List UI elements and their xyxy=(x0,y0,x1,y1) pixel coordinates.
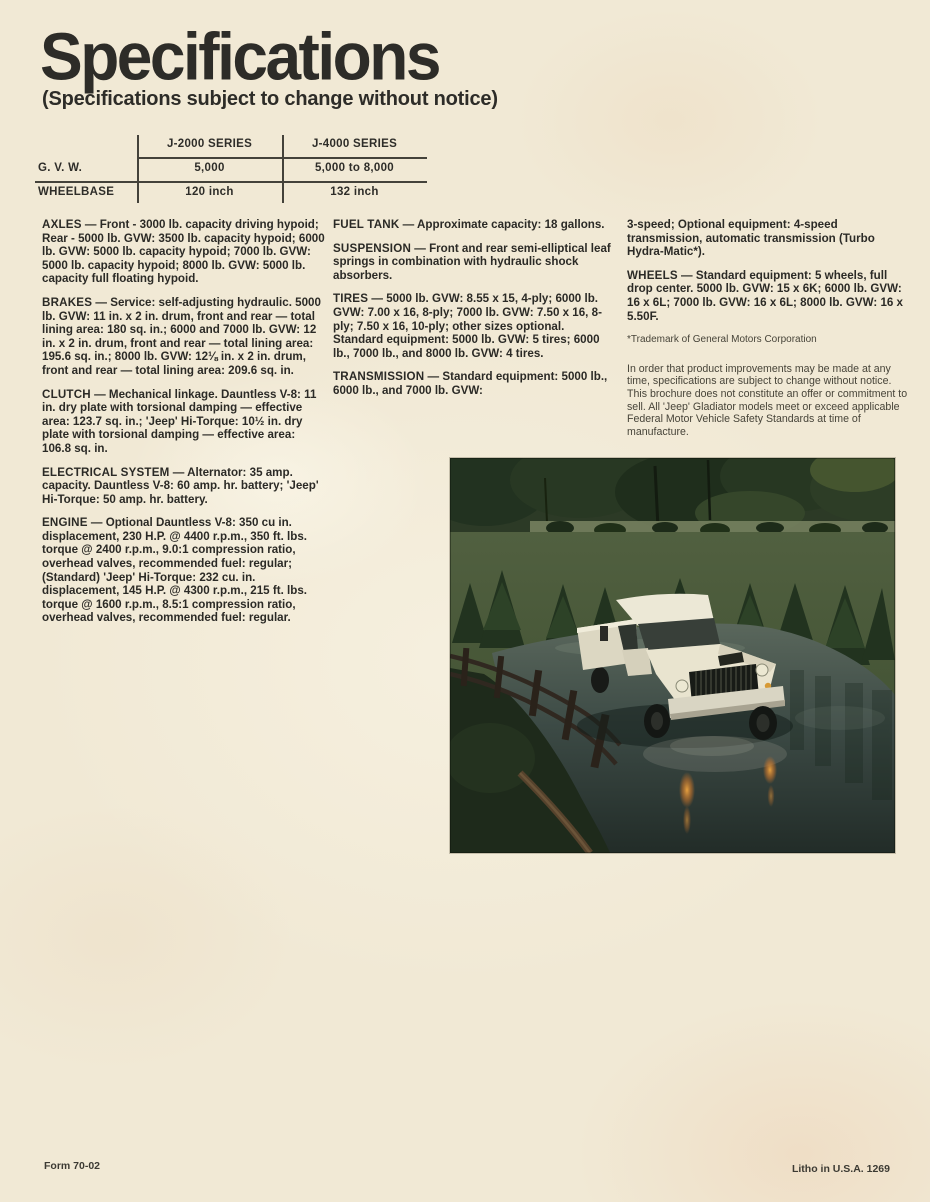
table-header-j2000: J-2000 SERIES xyxy=(166,138,253,150)
form-number: Form 70-02 xyxy=(44,1160,101,1172)
table-divider-horizontal-2 xyxy=(35,181,427,183)
spec-transmission-continued-body: 3-speed; Optional equipment: 4-speed transmission, automatic transmission (Turbo Hydra-Matic*). xyxy=(627,218,875,259)
spec-brakes-body: — Service: self-adjusting hydraulic. 5000 lb. GVW: 11 in. x 2 in. drum, front and rear — total lining area: 180 sq. in.; 6000 and 7000 lb. GVW: 12 in. x 2 in. drum, front and rear — total lining area: 195.6 sq. in.; 8000 lb. GVW: 12⅛ in. x 2 in. drum, front and rear — total lining area: 209.6 sq. in. xyxy=(42,295,321,377)
spec-tires-body: — 5000 lb. GVW: 8.55 x 15, 4-ply; 6000 lb. GVW: 7.00 x 16, 8-ply; 7000 lb. GVW: 7.50 x 16, 8-ply; 7.50 x 16, 10-ply; other sizes optional. Standard equipment: 5000 lb. GVW: 5 tires; 6000 lb., 7000 lb., and 8000 lb. GVW: 4 tires. xyxy=(333,292,602,360)
truck-hub-left xyxy=(651,712,663,730)
spec-brakes xyxy=(42,296,326,378)
spec-transmission-body: — Standard equipment: 5000 lb., 6000 lb., and 7000 lb. GVW: xyxy=(333,370,608,397)
spec-engine-heading: ENGINE xyxy=(42,516,88,530)
spec-axles-body: — Front - 3000 lb. capacity driving hypoid; Rear - 5000 lb. GVW: 3500 lb. capacity hypoid; 6000 lb. GVW: 5000 lb. capacity hypoid; 7000 lb. GVW: 5000 lb. capacity hypoid; 8000 lb. GVW: 5000 lb. capacity full floating hypoid. xyxy=(42,218,325,286)
table-divider-horizontal-1 xyxy=(137,157,427,159)
table-cell-wheelbase-j4000: 132 inch xyxy=(330,186,379,198)
spec-clutch-heading: CLUTCH xyxy=(42,387,91,401)
page-title: Specifications xyxy=(40,19,439,94)
spec-tires xyxy=(333,292,617,360)
spec-fuel-tank-body: — Approximate capacity: 18 gallons. xyxy=(402,218,605,231)
truck-mirror xyxy=(600,626,608,641)
table-cell-gvw-j2000: 5,000 xyxy=(194,162,225,174)
spec-suspension-heading: SUSPENSION xyxy=(333,241,412,255)
table-cell-gvw-j4000: 5,000 to 8,000 xyxy=(314,162,394,174)
spec-clutch xyxy=(42,388,326,456)
legal-disclaimer: In order that product improvements may be made at any time, specifications are subject to change without notice. This brochure does not constitute an offer or commitment to sell. All 'Jeep' Gladiator models meet or exceed applicable Federal Motor Vehicle Safety Standards at time of manufacture. xyxy=(627,362,908,438)
spec-column-2 xyxy=(333,218,617,408)
truck-headlight-right xyxy=(756,664,768,676)
table-row-label-gvw: G. V. W. xyxy=(38,162,83,174)
spec-suspension-body: — Front and rear semi-elliptical leaf springs in combination with hydraulic shock absorbers. xyxy=(333,241,611,282)
litho-mark: Litho in U.S.A. 1269 xyxy=(791,1163,890,1175)
table-row-label-wheelbase: WHEELBASE xyxy=(38,186,115,198)
photo-road-sheen-right xyxy=(795,706,885,730)
spec-wheels-body: — Standard equipment: 5 wheels, full drop center. 5000 lb. GVW: 15 x 6K; 6000 lb. GVW: 16 x 6L; 7000 lb. GVW: 16 x 6L; 8000 lb. GVW: 16 x 5.50F. xyxy=(627,268,904,323)
gm-trademark-footnote: *Trademark of General Motors Corporation xyxy=(627,334,817,346)
spec-column-1 xyxy=(42,218,326,635)
spec-fuel-tank xyxy=(333,218,617,232)
spec-clutch-body: — Mechanical linkage. Dauntless V-8: 11 in. dry plate with torsional damping — effective area: 123.7 sq. in.; 'Jeep' Hi-Torque: 10½ in. dry plate with torsional damping — effective area: 106.8 sq. in. xyxy=(42,387,317,455)
spec-brakes-heading: BRAKES xyxy=(42,295,93,309)
spec-transmission xyxy=(333,370,617,397)
spec-wheels xyxy=(627,269,913,323)
truck-rear-wheel xyxy=(591,667,609,693)
spec-tires-heading: TIRES xyxy=(333,292,369,306)
spec-column-3 xyxy=(627,218,913,438)
spec-electrical-heading: ELECTRICAL SYSTEM xyxy=(42,465,170,479)
page-subtitle: (Specifications subject to change without notice) xyxy=(42,88,498,110)
spec-fuel-tank-heading: FUEL TANK xyxy=(333,218,400,231)
table-cell-wheelbase-j2000: 120 inch xyxy=(185,186,234,198)
series-spec-table xyxy=(35,134,427,206)
table-header-j4000: J-4000 SERIES xyxy=(311,138,398,150)
spec-electrical-body: — Alternator: 35 amp. capacity. Dauntless V-8: 60 amp. hr. battery; 'Jeep' Hi-Torque: 50 amp. hr. battery. xyxy=(42,465,319,506)
spec-suspension xyxy=(333,242,617,283)
spec-engine-body: — Optional Dauntless V-8: 350 cu in. displacement, 230 H.P. @ 4400 r.p.m., 350 ft. lbs. torque @ 2400 r.p.m., 9.0:1 compression ratio, overhead valves, recommended fuel: regular; (Standard) 'Jeep' Hi-Torque: 232 cu. in. displacement, 145 H.P. @ 4300 r.p.m., 215 ft. lbs. torque @ 1600 r.p.m., 8.5:1 compression ratio, overhead valves, recommended fuel: regular. xyxy=(42,516,307,625)
truck-hub-right xyxy=(757,714,770,732)
spec-transmission-heading: TRANSMISSION xyxy=(333,370,425,384)
truck-photo xyxy=(450,458,895,853)
spec-wheels-heading: WHEELS xyxy=(627,268,678,282)
spec-axles xyxy=(42,218,326,286)
spec-transmission-continued xyxy=(627,218,913,259)
spec-engine xyxy=(42,516,326,625)
truck-photo-scene xyxy=(450,458,895,853)
spec-electrical-system xyxy=(42,466,326,507)
spec-axles-heading: AXLES xyxy=(42,218,82,231)
truck-headlight-left xyxy=(676,680,688,692)
